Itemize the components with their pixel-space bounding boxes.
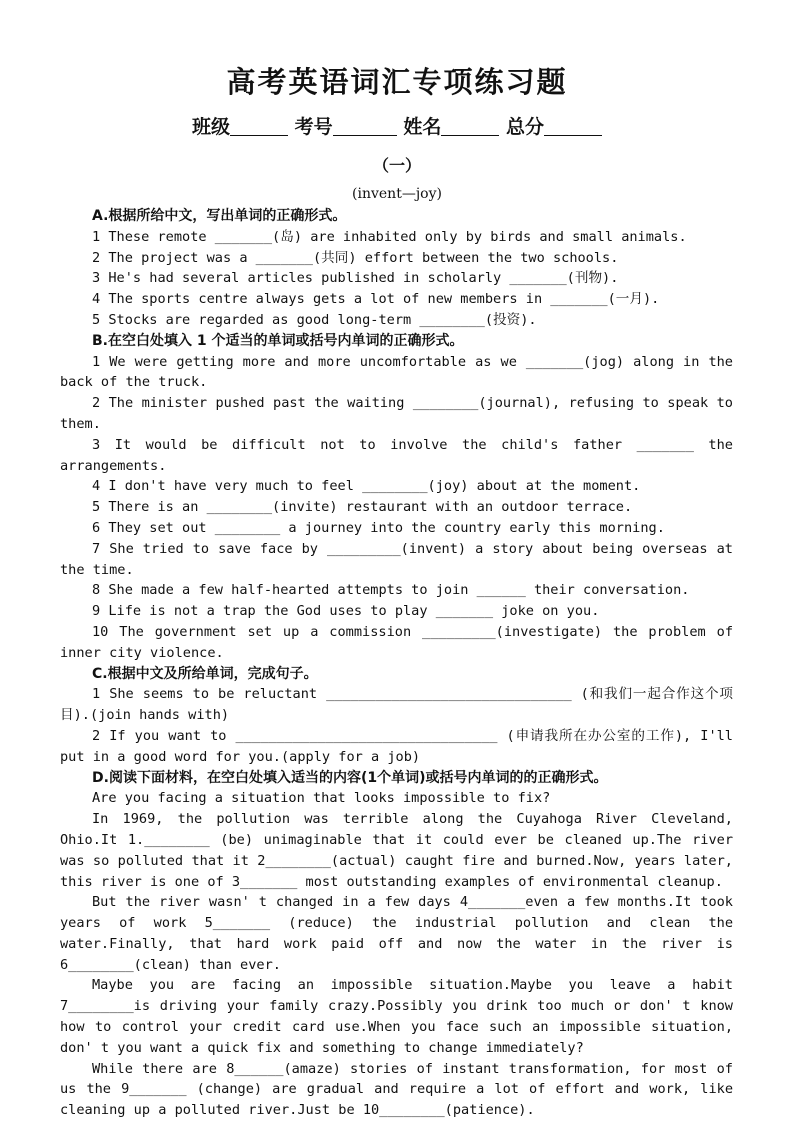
passage-paragraph: While there are 8______(amaze) stories of instant transformation, for most of us the 9_______ (change) are gradual and require a lot of effort and work, like cleaning up a polluted river.Just be 10________(patience). bbox=[60, 1060, 733, 1119]
name-blank[interactable] bbox=[441, 117, 499, 136]
word-range: (invent—joy) bbox=[352, 186, 442, 202]
passage-paragraph: In 1969, the pollution was terrible along the Cuyahoga River Cleveland, Ohio.It 1.________ (be) unimaginable that it could ever be cleaned up.The river was so polluted that it 2________(actual) caught fire and burned.Now, years later, this river is one of 3_______ most outstanding examples of environmental cleanup. bbox=[60, 811, 733, 890]
section-b-item: 10 The government set up a commission _________(investigate) the problem of inner city violence. bbox=[60, 623, 733, 661]
section-a-item: 4 The sports centre always gets a lot of new members in _______(一月). bbox=[92, 291, 660, 308]
section-a-item: 5 Stocks are regarded as good long-term ________(投资). bbox=[92, 311, 537, 328]
section-number: （一） bbox=[372, 156, 421, 175]
exam-number-blank[interactable] bbox=[333, 117, 397, 136]
section-d-heading: D.阅读下面材料，在空白处填入适当的内容(1个单词)或括号内单词的的正确形式。 bbox=[92, 769, 608, 786]
section-b-item: 1 We were getting more and more uncomfortable as we _______(jog) along in the back of the truck. bbox=[60, 353, 733, 391]
section-b-item: 8 She made a few half-hearted attempts to join ______ their conversation. bbox=[92, 582, 690, 599]
section-c-item: 2 If you want to ________________________________ (申请我所在办公室的工作), I'll put in a good word for you.(apply for a job) bbox=[60, 727, 733, 765]
class-blank[interactable] bbox=[230, 117, 288, 136]
exercise-body bbox=[60, 206, 733, 1121]
section-b-item: 2 The minister pushed past the waiting ________(journal), refusing to speak to them. bbox=[60, 395, 733, 432]
section-b-heading: B.在空白处填入 1 个适当的单词或括号内单词的正确形式。 bbox=[92, 332, 464, 349]
class-label: 班级 bbox=[192, 116, 231, 138]
section-b-item: 9 Life is not a trap the God uses to play _______ joke on you. bbox=[92, 603, 600, 620]
passage-paragraph: Are you facing a situation that looks impossible to fix? bbox=[92, 790, 551, 807]
section-b-item: 7 She tried to save face by _________(invent) a story about being overseas at the time. bbox=[60, 540, 733, 578]
name-label: 姓名 bbox=[403, 116, 442, 138]
section-a-item: 1 These remote _______(岛) are inhabited only by birds and small animals. bbox=[92, 228, 687, 245]
page-title: 高考英语词汇专项练习题 bbox=[226, 65, 568, 99]
section-a-item: 2 The project was a _______(共同) effort between the two schools. bbox=[92, 249, 619, 266]
section-a-heading: A.根据所给中文，写出单词的正确形式。 bbox=[92, 208, 347, 224]
score-blank[interactable] bbox=[544, 117, 602, 136]
student-info-line bbox=[0, 112, 794, 139]
section-c-item: 1 She seems to be reluctant ______________________________ (和我们一起合作这个项目).(join hands with) bbox=[60, 686, 733, 724]
section-b-item: 3 It would be difficult not to involve the child's father _______ the arrangements. bbox=[60, 436, 733, 474]
section-a-item: 3 He's had several articles published in scholarly _______(刊物). bbox=[92, 270, 619, 287]
section-b-item: 4 I don't have very much to feel ________(joy) about at the moment. bbox=[92, 478, 641, 495]
exam-number-label: 考号 bbox=[294, 116, 333, 138]
passage-paragraph: Maybe you are facing an impossible situation.Maybe you leave a habit 7________is driving your family crazy.Possibly you drink too much or don' t know how to control your credit card use.When you face such an impossible situation, don' t you want a quick fix and something to change immediately? bbox=[60, 977, 733, 1056]
section-c-heading: C.根据中文及所给单词，完成句子。 bbox=[92, 665, 318, 682]
section-b-item: 6 They set out ________ a journey into the country early this morning. bbox=[92, 519, 665, 536]
score-label: 总分 bbox=[505, 116, 544, 138]
passage-paragraph: But the river wasn' t changed in a few days 4_______even a few months.It took years of work 5_______ (reduce) the industrial pollution and clean the water.Finally, that hard work paid off and now the water in the river is 6________(clean) than ever. bbox=[60, 894, 733, 973]
section-b-item: 5 There is an ________(invite) restaurant with an outdoor terrace. bbox=[92, 499, 633, 516]
